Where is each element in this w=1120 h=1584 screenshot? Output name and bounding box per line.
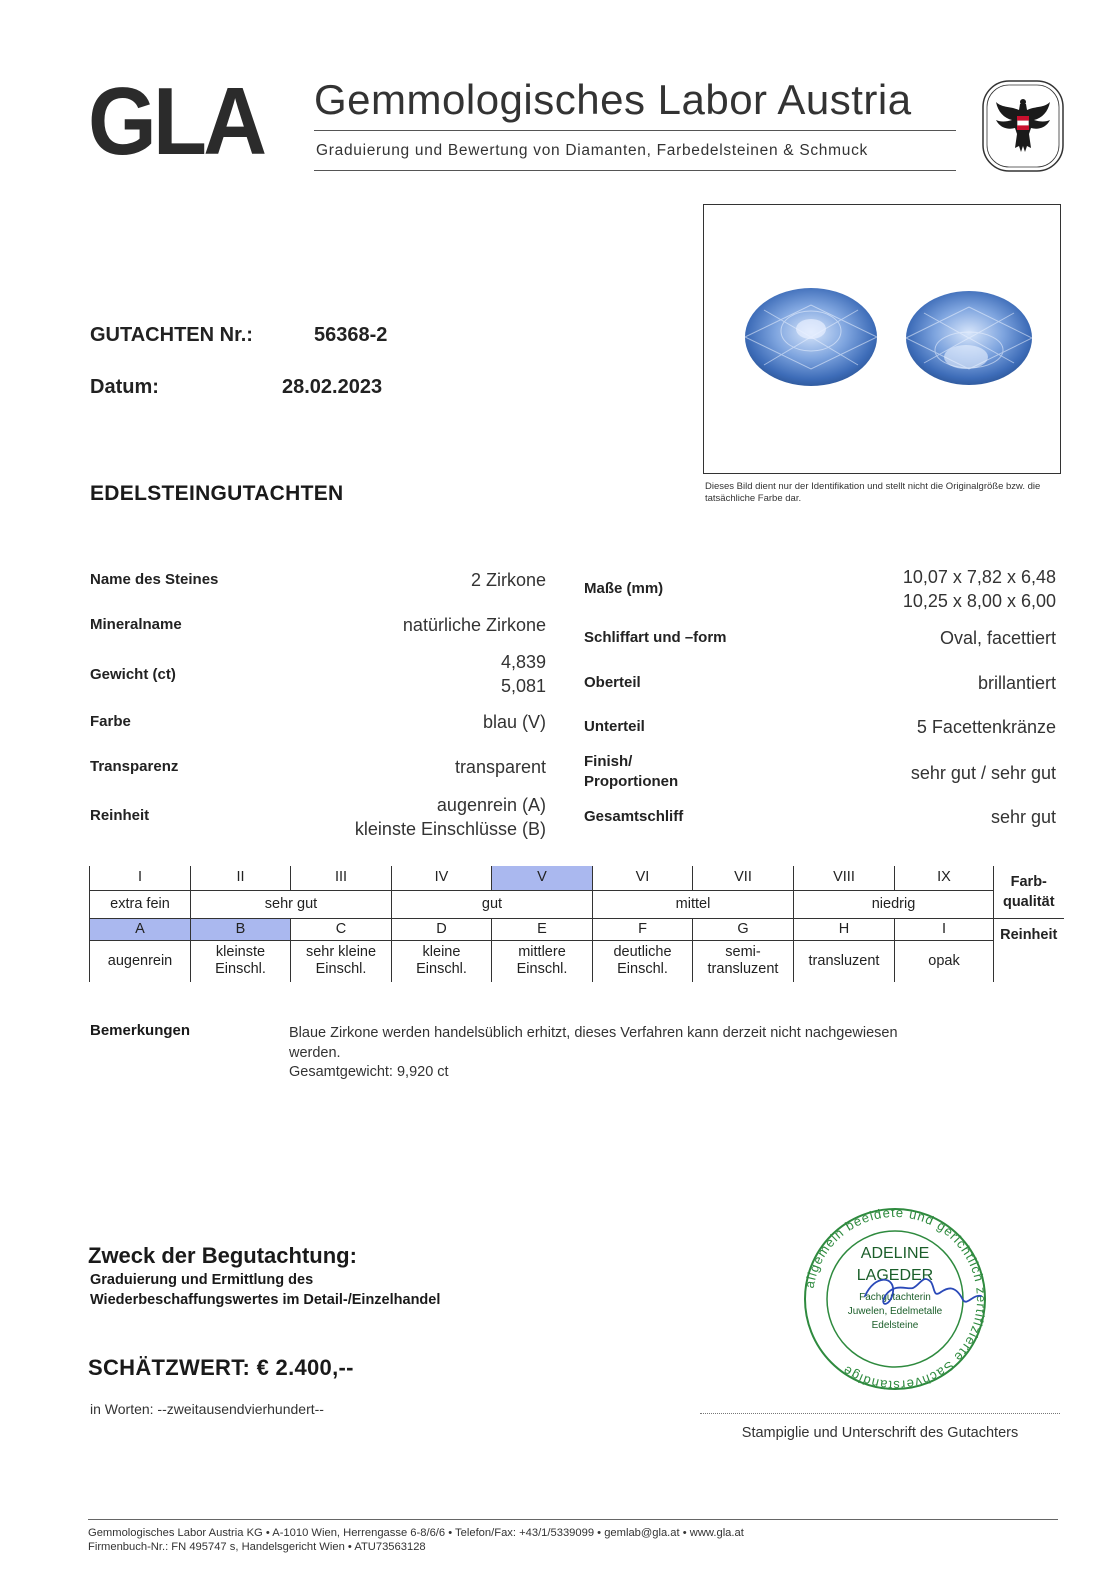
- clarity-grade-cell: G: [693, 918, 794, 940]
- valuation-label: SCHÄTZWERT:: [88, 1355, 251, 1380]
- official-stamp-icon: [795, 1204, 995, 1394]
- prop-label-mineral: Mineralname: [90, 616, 182, 633]
- remarks-line: werden.: [289, 1044, 341, 1061]
- valuation-value: € 2.400,--: [256, 1355, 354, 1380]
- prop-value-cut: Oval, facettiert: [939, 628, 1056, 648]
- clarity-desc-text: Einschl.: [215, 961, 266, 978]
- prop-value-dimensions-1: 10,07 x 7,82 x 6,48: [902, 567, 1056, 587]
- clarity-desc-text: deutliche: [613, 944, 672, 961]
- purpose-title: Zweck der Begutachtung:: [88, 1243, 357, 1268]
- clarity-grade-cell-selected: B: [191, 918, 291, 940]
- header-rule-top: [314, 130, 956, 131]
- color-grade-cell: IX: [895, 866, 994, 890]
- prop-value-color: blau (V): [482, 712, 546, 732]
- clarity-desc-cell: [392, 940, 492, 982]
- gemstone-photo: [703, 204, 1061, 474]
- clarity-desc-cell: [191, 940, 291, 982]
- prop-value-clarity-1: augenrein (A): [436, 795, 546, 815]
- color-group-cell: sehr gut: [191, 890, 392, 918]
- lab-logo: GLA: [88, 68, 264, 175]
- clarity-desc-text: sehr kleine: [305, 944, 377, 961]
- purpose-line: Graduierung und Ermittlung des: [90, 1272, 314, 1288]
- signature-line: [700, 1413, 1060, 1414]
- color-grade-cell: III: [291, 866, 392, 890]
- clarity-desc-text: mittlere: [518, 944, 566, 961]
- clarity-desc-text: transluzent: [808, 952, 880, 969]
- stamp-name-2: LAGEDER: [856, 1267, 934, 1284]
- prop-value-crown: brillantiert: [977, 673, 1056, 693]
- prop-value-weight-2: 5,081: [500, 676, 546, 696]
- state-award-seal-icon: [982, 80, 1064, 172]
- color-quality-header-2: qualität: [1002, 893, 1055, 910]
- color-group-cell: gut: [392, 890, 593, 918]
- clarity-desc-cell: [291, 940, 392, 982]
- color-grade-cell-selected: V: [492, 866, 593, 890]
- clarity-grade-cell: C: [291, 918, 392, 940]
- purpose-line: Wiederbeschaffungswertes im Detail-/Einzelhandel: [90, 1292, 441, 1308]
- clarity-desc-cell: [593, 940, 693, 982]
- header-rule-bottom: [314, 170, 956, 171]
- remarks-text: [289, 1024, 1049, 1083]
- clarity-desc-text: Einschl.: [617, 961, 668, 978]
- clarity-desc-cell: [492, 940, 593, 982]
- prop-label-transparency: Transparenz: [90, 758, 179, 775]
- color-quality-header: [994, 866, 1064, 918]
- prop-label-cut: Schliffart und –form: [584, 629, 727, 646]
- color-grade-cell: VI: [593, 866, 693, 890]
- footer-rule: [88, 1519, 1058, 1520]
- stamp-ring-text: allgemein beeidete und gerichtlich zertifizierte Sachverständige: [801, 1204, 990, 1394]
- remarks-line: Gesamtgewicht: 9,920 ct: [289, 1064, 449, 1080]
- prop-label-clarity: Reinheit: [90, 807, 150, 824]
- color-group-cell: extra fein: [90, 890, 191, 918]
- certificate-number-label: GUTACHTEN Nr.:: [90, 324, 253, 346]
- clarity-desc-cell: [693, 940, 794, 982]
- stamp-line: Fachgutachterin: [859, 1292, 931, 1303]
- prop-label-name: Name des Steines: [90, 571, 219, 588]
- color-grade-cell: VIII: [794, 866, 895, 890]
- date-label: Datum:: [90, 376, 159, 398]
- remarks-line: Blaue Zirkone werden handelsüblich erhitzt, dieses Verfahren kann derzeit nicht nachgewiesen: [289, 1025, 898, 1041]
- zircon-right: [906, 291, 1032, 385]
- prop-value-overall-cut: sehr gut: [990, 807, 1056, 827]
- clarity-desc-cell: [90, 940, 191, 982]
- valuation-in-words: in Worten: --zweitausendvierhundert--: [90, 1401, 324, 1417]
- clarity-desc-cell: [794, 940, 895, 982]
- prop-label-crown: Oberteil: [584, 674, 641, 691]
- stamp-line: Juwelen, Edelmetalle: [847, 1306, 943, 1317]
- purpose-text: [90, 1270, 550, 1310]
- stamp-line: Edelsteine: [871, 1320, 919, 1331]
- prop-value-transparency: transparent: [454, 757, 546, 777]
- prop-label-overall-cut: Gesamtschliff: [584, 808, 684, 825]
- prop-value-dimensions-2: 10,25 x 8,00 x 6,00: [902, 591, 1056, 611]
- prop-label-finish: Finish/ Proportionen: [584, 753, 679, 790]
- clarity-desc-cell: [895, 940, 994, 982]
- valuation: [88, 1355, 354, 1381]
- gemstone-image: [704, 205, 1059, 472]
- signature-caption: Stampiglie und Unterschrift des Gutachters: [741, 1425, 1019, 1441]
- clarity-grade-cell: E: [492, 918, 593, 940]
- clarity-desc-text: kleine: [422, 944, 461, 961]
- color-grade-cell: II: [191, 866, 291, 890]
- clarity-desc-row: [90, 940, 1064, 982]
- prop-value-mineral: natürliche Zirkone: [402, 615, 546, 635]
- document-type: EDELSTEINGUTACHTEN: [90, 482, 344, 505]
- prop-value-pavilion: 5 Facettenkränze: [916, 717, 1056, 737]
- lab-name: Gemmologisches Labor Austria: [314, 76, 912, 123]
- clarity-desc-text: Einschl.: [416, 961, 467, 978]
- stamp-name-1: ADELINE: [860, 1245, 930, 1262]
- clarity-desc-text: Einschl.: [315, 961, 367, 978]
- clarity-grade-cell: H: [794, 918, 895, 940]
- prop-value-name: 2 Zirkone: [470, 570, 546, 590]
- prop-label-weight: Gewicht (ct): [90, 666, 176, 683]
- color-quality-header-1: Farb-: [1010, 873, 1047, 890]
- remarks-label: Bemerkungen: [90, 1022, 191, 1039]
- prop-label-color: Farbe: [90, 713, 131, 730]
- clarity-desc-text: transluzent: [707, 961, 779, 978]
- clarity-desc-text: kleinste: [215, 944, 266, 961]
- footer-address: Gemmologisches Labor Austria KG • A-1010 Wien, Herrengasse 6-8/6/6 • Telefon/Fax: +43/1/5339099 • gemlab@gla.at • www.gla.at: [88, 1527, 744, 1539]
- clarity-grade-cell: I: [895, 918, 994, 940]
- clarity-grade-cell: F: [593, 918, 693, 940]
- color-grade-row: [90, 866, 1064, 890]
- color-group-row: [90, 890, 1064, 918]
- prop-value-clarity-2: kleinste Einschlüsse (B): [354, 819, 546, 839]
- photo-disclaimer: Dieses Bild dient nur der Identifikation und stellt nicht die Originalgröße bzw. die tatsächliche Farbe dar.: [705, 481, 1041, 504]
- color-grade-cell: IV: [392, 866, 492, 890]
- color-group-cell: niedrig: [794, 890, 994, 918]
- certificate-number: 56368-2: [314, 324, 388, 346]
- clarity-desc-text: Einschl.: [516, 961, 568, 978]
- color-grade-cell: VII: [693, 866, 794, 890]
- zircon-left: [745, 288, 877, 386]
- clarity-header: Reinheit: [994, 918, 1064, 982]
- color-group-cell: mittel: [593, 890, 794, 918]
- grading-table: [89, 866, 1064, 982]
- clarity-grade-row: [90, 918, 1064, 940]
- date-value: 28.02.2023: [282, 376, 383, 398]
- clarity-grade-cell: D: [392, 918, 492, 940]
- prop-value-weight-1: 4,839: [500, 652, 546, 672]
- prop-value-finish: sehr gut / sehr gut: [910, 763, 1056, 783]
- lab-subtitle: Graduierung und Bewertung von Diamanten, Farbedelsteinen & Schmuck: [316, 142, 868, 159]
- prop-label-pavilion: Unterteil: [584, 718, 645, 735]
- footer-registry: Firmenbuch-Nr.: FN 495747 s, Handelsgericht Wien • ATU73563128: [88, 1541, 426, 1553]
- prop-label-dimensions: Maße (mm): [584, 580, 664, 597]
- clarity-grade-cell-selected: A: [90, 918, 191, 940]
- color-grade-cell: I: [90, 866, 191, 890]
- clarity-desc-text: opak: [928, 952, 960, 969]
- clarity-desc-text: augenrein: [107, 952, 173, 969]
- clarity-desc-text: semi-: [725, 944, 761, 961]
